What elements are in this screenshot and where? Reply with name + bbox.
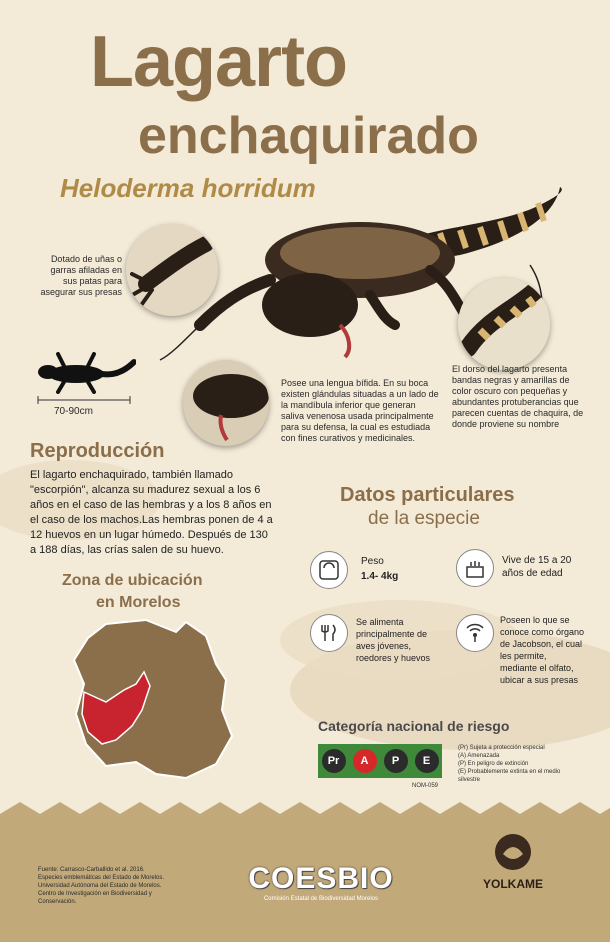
risk-legend xyxy=(458,744,578,784)
weight-value: 1.4- 4kg xyxy=(361,571,399,582)
smell-text: Poseen lo que se conoce como órgano de Jacobson, el cual les permite, mediante el olfato, ubicar a sus presas xyxy=(500,615,585,685)
risk-heading: Categoría nacional de riesgo xyxy=(318,718,510,734)
risk-chip-p: P xyxy=(384,749,408,773)
claw-photo xyxy=(126,224,218,316)
weight-label: Peso xyxy=(361,556,384,567)
fork-knife-icon xyxy=(310,614,348,652)
coesbio-logo-text: COESBIO xyxy=(248,862,394,895)
size-bar xyxy=(36,396,132,404)
smell-signal-icon xyxy=(456,614,494,652)
risk-chip-pr: Pr xyxy=(322,749,346,773)
lizard-silhouette-icon xyxy=(36,350,136,394)
cake-icon xyxy=(456,549,494,587)
risk-chip-e: E xyxy=(415,749,439,773)
risk-norm: NOM-059 xyxy=(412,783,439,789)
risk-bar xyxy=(318,744,442,778)
lifespan-text: Vive de 15 a 20 años de edad xyxy=(502,555,572,579)
morelos-map xyxy=(66,614,236,784)
yolkame-emblem-icon xyxy=(493,832,533,872)
reproduction-text: El lagarto enchaquirado, también llamado "escorpión", alcanza su madurez sexual a los 6 años en el caso de las hembras y a los 8 años en el caso de los machos.Las hembras ponen de 4 a 12 huevos en un lugar húmedo. Después de 130 a 188 días, las crías salen de su huevo. xyxy=(30,469,273,556)
datos-heading-line1: Datos particulares xyxy=(340,484,515,506)
diet-text: Se alimenta principalmente de aves jóvenes, roedores y huevos xyxy=(356,617,431,663)
risk-chip-a: A xyxy=(353,749,377,773)
risk-legend-item: (E) Probablemente extinta en el medio silvestre xyxy=(458,769,561,783)
tongue-photo xyxy=(183,360,269,446)
claws-callout: Dotado de uñas o garras afiladas en sus patas para asegurar sus presas xyxy=(40,254,122,297)
reproduction-heading: Reproducción xyxy=(30,440,165,462)
coesbio-logo-sub: Comisión Estatal de Biodiversidad Morelos xyxy=(263,896,379,902)
yolkame-text: YOLKAME xyxy=(483,877,543,891)
title-line1: Lagarto xyxy=(90,22,348,102)
weight-scale-icon xyxy=(310,551,348,589)
datos-heading-line2: de la especie xyxy=(368,508,480,529)
size-label: 70-90cm xyxy=(54,406,93,417)
back-callout: El dorso del lagarto presenta bandas negras y amarillas de color oscuro con pequeñas y abundantes protuberancias que parecen cuentas de chaquira, de donde proviene su nombre xyxy=(452,364,584,429)
tongue-callout: Posee una lengua bífida. En su boca existen glándulas situadas a un lado de la mandíbula inferior que generan saliva venenosa usada principalmente para su defensa, la cual es estudiada con fines curativos y medicinales. xyxy=(281,378,439,443)
scientific-name: Heloderma horridum xyxy=(60,173,316,203)
tail-pattern-icon xyxy=(458,278,550,370)
yolkame-logo xyxy=(478,832,548,891)
risk-legend-item: (Pr) Sujeta a protección especial xyxy=(458,745,545,751)
claw-icon xyxy=(126,224,218,316)
footer-source: Fuente: Carrasco-Carballido et al. 2016. Especies emblemáticas del Estado de Morelos. Universidad Autónoma del Estado de Morelos. Centro de Investigación en Biodiversidad y Conservación. xyxy=(38,867,165,905)
coesbio-logo xyxy=(246,862,396,902)
tongue-icon xyxy=(183,360,269,446)
risk-legend-item: (P) En peligro de extinción xyxy=(458,761,529,767)
tail-photo xyxy=(458,278,550,370)
location-heading-line2: en Morelos xyxy=(96,594,181,611)
title-line2: enchaquirado xyxy=(138,107,479,165)
risk-legend-item: (A) Amenazada xyxy=(458,753,500,759)
location-heading-line1: Zona de ubicación xyxy=(62,572,203,589)
